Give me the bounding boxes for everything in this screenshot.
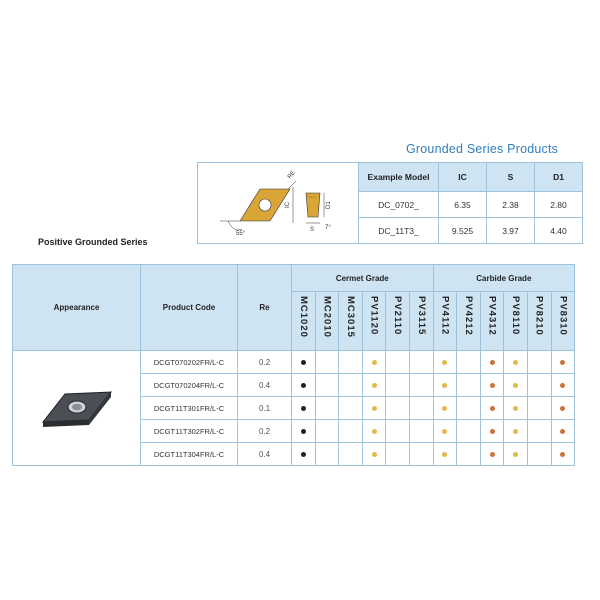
black-dot-icon (301, 406, 306, 411)
gold-dot-icon (442, 360, 447, 365)
grade-cell (551, 351, 575, 374)
grade-label: PV8310 (557, 296, 569, 336)
grade-header (362, 292, 386, 351)
model-cell: 2.38 (487, 192, 535, 218)
grade-cell (315, 443, 339, 466)
gold-dot-icon (372, 360, 377, 365)
gold-dot-icon (513, 383, 518, 388)
model-header-s: S (487, 163, 535, 192)
grade-cell (362, 443, 386, 466)
grade-cell (339, 397, 363, 420)
grade-header (409, 292, 433, 351)
grade-label: PV8210 (533, 296, 545, 336)
product-code: DCGT11T304FR/L-C (141, 443, 238, 466)
grade-cell (433, 397, 457, 420)
grade-cell (527, 443, 551, 466)
gold-dot-icon (372, 406, 377, 411)
grade-table (12, 264, 575, 466)
gold-dot-icon (513, 429, 518, 434)
model-cell: DC_0702_ (359, 192, 439, 218)
grade-cell (551, 397, 575, 420)
copper-dot-icon (490, 383, 495, 388)
grade-cell (433, 374, 457, 397)
re-value: 0.2 (238, 351, 292, 374)
model-row (359, 192, 583, 218)
label-re: RE (286, 170, 297, 181)
grade-cell (386, 351, 410, 374)
re-value: 0.2 (238, 420, 292, 443)
label-s: S (310, 227, 315, 233)
grade-cell (409, 374, 433, 397)
copper-dot-icon (560, 360, 565, 365)
grade-header (551, 292, 575, 351)
grade-cell (504, 420, 528, 443)
copper-dot-icon (490, 406, 495, 411)
grade-cell (362, 351, 386, 374)
model-cell: 3.97 (487, 218, 535, 244)
grade-cell (551, 374, 575, 397)
grade-label: PV2110 (392, 296, 404, 336)
black-dot-icon (301, 360, 306, 365)
re-value: 0.4 (238, 374, 292, 397)
copper-dot-icon (560, 406, 565, 411)
grade-label: PV4212 (462, 296, 474, 336)
grade-cell (409, 420, 433, 443)
grade-cell (457, 374, 481, 397)
re-value: 0.4 (238, 443, 292, 466)
grade-header (292, 292, 316, 351)
model-table-header (359, 163, 583, 192)
grade-label: MC2010 (321, 296, 333, 338)
grade-cell (315, 374, 339, 397)
grade-cell (527, 397, 551, 420)
gold-dot-icon (442, 429, 447, 434)
model-header-example: Example Model (359, 163, 439, 192)
insert-diagram-svg (198, 163, 358, 243)
model-cell: 9.525 (439, 218, 487, 244)
label-d1: D1 (326, 201, 332, 209)
grade-cell (457, 351, 481, 374)
copper-dot-icon (560, 429, 565, 434)
grade-label: PV8110 (510, 296, 522, 336)
copper-dot-icon (560, 452, 565, 457)
grade-cell (527, 374, 551, 397)
grade-cell (315, 351, 339, 374)
copper-dot-icon (490, 360, 495, 365)
grade-table-title-row (13, 265, 575, 292)
grade-header (504, 292, 528, 351)
gold-dot-icon (513, 360, 518, 365)
gold-dot-icon (372, 383, 377, 388)
grade-cell (292, 443, 316, 466)
black-dot-icon (301, 429, 306, 434)
gold-dot-icon (442, 452, 447, 457)
grade-cell (339, 351, 363, 374)
model-row (359, 218, 583, 244)
grade-cell (315, 420, 339, 443)
insert-photo (37, 382, 117, 432)
copper-dot-icon (560, 383, 565, 388)
copper-dot-icon (490, 452, 495, 457)
grade-cell (504, 374, 528, 397)
grade-cell (433, 420, 457, 443)
gold-dot-icon (442, 406, 447, 411)
product-code: DCGT070204FR/L-C (141, 374, 238, 397)
grade-cell (339, 420, 363, 443)
gold-dot-icon (442, 383, 447, 388)
grade-cell (433, 351, 457, 374)
table-row (13, 351, 575, 374)
re-value: 0.1 (238, 397, 292, 420)
grade-cell (457, 420, 481, 443)
grade-cell (409, 397, 433, 420)
grade-cell (362, 374, 386, 397)
grade-cell (504, 443, 528, 466)
product-code: DCGT11T302FR/L-C (141, 420, 238, 443)
grade-header (386, 292, 410, 351)
grade-cell (362, 420, 386, 443)
grade-label: PV4312 (486, 296, 498, 336)
grade-cell (504, 351, 528, 374)
copper-dot-icon (490, 429, 495, 434)
model-table (358, 162, 583, 244)
grade-cell (527, 420, 551, 443)
grade-cell (551, 443, 575, 466)
gold-dot-icon (372, 429, 377, 434)
grade-cell (339, 374, 363, 397)
grade-label: MC1020 (297, 296, 309, 338)
series-title: Grounded Series Products (406, 142, 559, 156)
grade-cell (409, 443, 433, 466)
grade-cell (362, 397, 386, 420)
grade-cell (292, 374, 316, 397)
grade-header (433, 292, 457, 351)
model-header-ic: IC (439, 163, 487, 192)
grade-header (527, 292, 551, 351)
grade-cell (551, 420, 575, 443)
grade-header (315, 292, 339, 351)
grade-cell (386, 420, 410, 443)
grade-label: PV3115 (415, 296, 427, 336)
grade-cell (386, 397, 410, 420)
insert-diagram (197, 162, 359, 244)
label-7: 7° (325, 225, 331, 231)
grade-cell (480, 351, 504, 374)
grade-cell (457, 443, 481, 466)
model-cell: 4.40 (535, 218, 583, 244)
insert-profile (306, 193, 320, 217)
header-carbide-grade: Carbide Grade (433, 265, 575, 292)
gold-dot-icon (513, 406, 518, 411)
insert-hole (259, 199, 271, 211)
grade-cell (292, 420, 316, 443)
grade-cell (480, 420, 504, 443)
appearance-cell (13, 351, 141, 466)
grade-cell (386, 374, 410, 397)
grade-cell (433, 443, 457, 466)
header-cermet-grade: Cermet Grade (292, 265, 434, 292)
model-header-d1: D1 (535, 163, 583, 192)
product-code: DCGT070202FR/L-C (141, 351, 238, 374)
grade-cell (315, 397, 339, 420)
grade-cell (457, 397, 481, 420)
grade-header (480, 292, 504, 351)
gold-dot-icon (372, 452, 377, 457)
grade-cell (292, 351, 316, 374)
grade-cell (386, 443, 410, 466)
model-cell: 6.35 (439, 192, 487, 218)
grade-cell (292, 397, 316, 420)
grade-cell (480, 374, 504, 397)
product-code: DCGT11T301FR/L-C (141, 397, 238, 420)
grade-label: PV4112 (439, 296, 451, 336)
label-ic: IC (285, 202, 291, 208)
header-product-code: Product Code (141, 265, 238, 351)
model-cell: DC_11T3_ (359, 218, 439, 244)
grade-cell (480, 397, 504, 420)
grade-cell (527, 351, 551, 374)
positive-series-title: Positive Grounded Series (38, 237, 148, 247)
grade-header (457, 292, 481, 351)
label-angle: 55° (236, 231, 246, 237)
grade-cell (480, 443, 504, 466)
grade-label: PV1120 (368, 296, 380, 336)
gold-dot-icon (513, 452, 518, 457)
header-re: Re (238, 265, 292, 351)
grade-cell (339, 443, 363, 466)
grade-label: MC3015 (344, 296, 356, 338)
header-appearance: Appearance (13, 265, 141, 351)
black-dot-icon (301, 452, 306, 457)
grade-cell (504, 397, 528, 420)
grade-header (339, 292, 363, 351)
model-cell: 2.80 (535, 192, 583, 218)
grade-cell (409, 351, 433, 374)
black-dot-icon (301, 383, 306, 388)
